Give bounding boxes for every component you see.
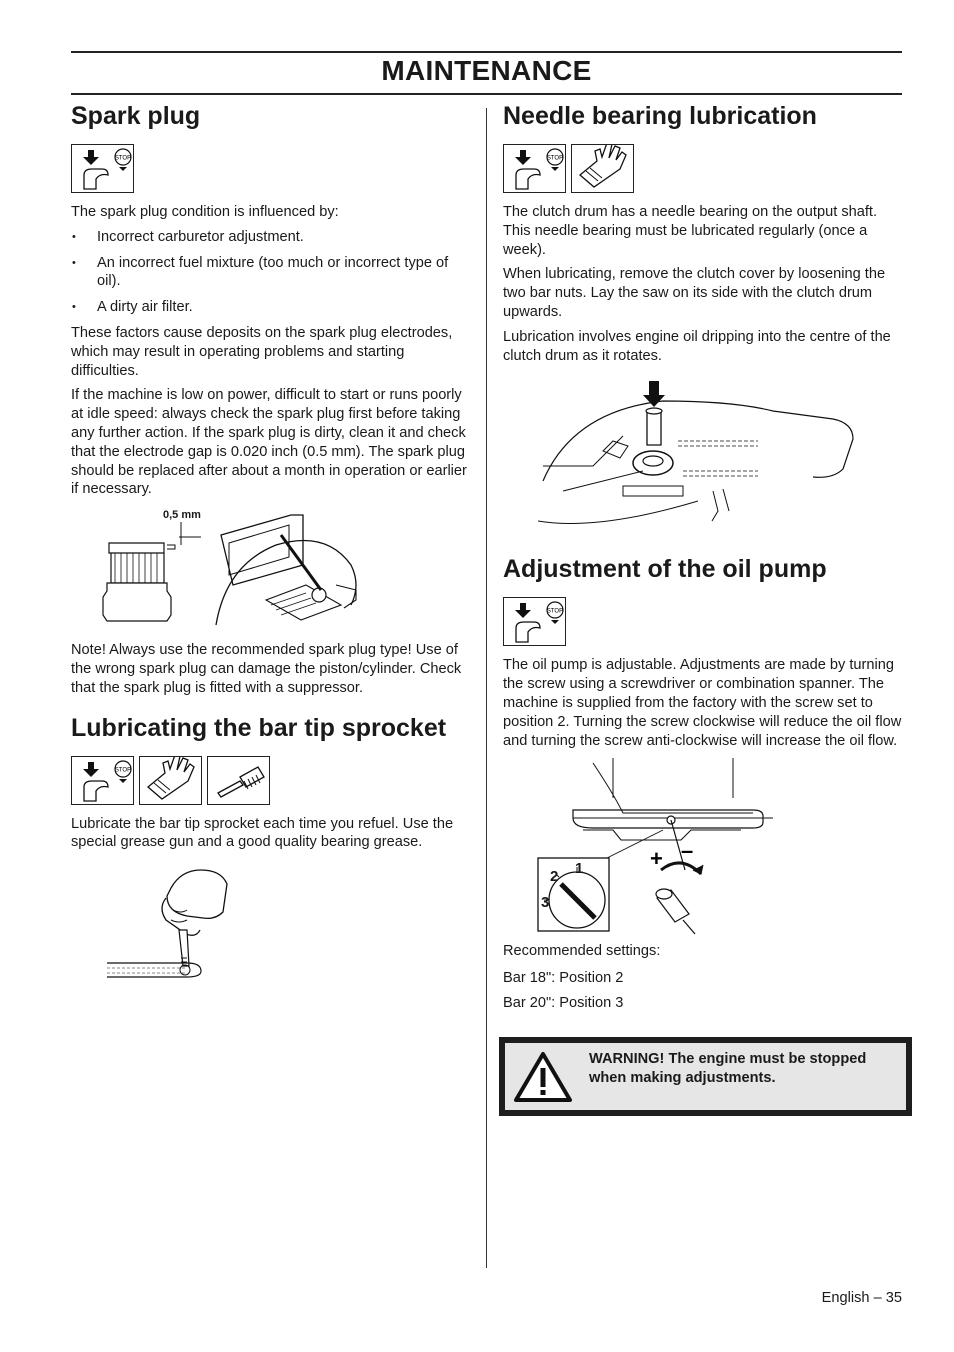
spark-plug-para1: These factors cause deposits on the spark plug electrodes, which may result in operating problems and starting difficulties.	[71, 324, 453, 379]
bar-tip-text: Lubricate the bar tip sprocket each time you refuel. Use the special grease gun and a good quality bearing grease.	[71, 815, 454, 851]
column-divider	[486, 108, 487, 1268]
spark-plug-intro: The spark plug condition is influenced by:	[71, 204, 339, 220]
oil-pump-heading: Adjustment of the oil pump	[503, 555, 827, 584]
oil-pump-icons	[503, 597, 903, 646]
bar-18-setting: Bar 18": Position 2	[503, 970, 624, 987]
bar-tip-heading: Lubricating the bar tip sprocket	[71, 713, 447, 742]
svg-text:STOP: STOP	[546, 155, 564, 162]
bar-tip-icons	[71, 756, 471, 805]
spark-plug-icons	[71, 144, 471, 193]
bar-20-setting: Bar 20": Position 3	[503, 994, 624, 1011]
stop-engine-icon	[71, 756, 134, 805]
recommended-settings-label: Recommended settings:	[503, 943, 661, 960]
needle-para2: When lubricating, remove the clutch cover by loosening the two bar nuts. Lay the saw on its side with the clutch drum upwards.	[503, 266, 886, 320]
needle-para3: Lubrication involves engine oil dripping into the centre of the clutch drum as it rotates.	[503, 328, 891, 364]
spark-plug-para2: If the machine is low on power, difficult to start or runs poorly at idle speed: always check the spark plug first before taking any further action. If the spark plug is dirty, clean it and check that the electrode gap is 0.020 inch (0.5 mm). The spark plug should be replaced after about a month in operation or earlier if necessary.	[71, 387, 467, 498]
page-footer: English – 35	[821, 1290, 902, 1306]
page-title: MAINTENANCE	[381, 55, 592, 86]
svg-text:+: +	[650, 846, 663, 872]
warning-triangle-icon	[513, 1051, 573, 1103]
svg-text:STOP: STOP	[546, 608, 564, 615]
oil-pump-illustration	[503, 758, 903, 936]
protective-glove-icon	[571, 144, 634, 193]
stop-engine-icon	[71, 144, 134, 193]
needle-bearing-icons	[503, 144, 903, 193]
grease-brush-icon	[207, 756, 270, 805]
svg-text:–: –	[681, 838, 694, 864]
clutch-drum-illustration	[503, 371, 903, 543]
needle-para1: The clutch drum has a needle bearing on the output shaft. This needle bearing must be lubricated regularly (once a week).	[503, 204, 878, 258]
bar-tip-illustration	[71, 858, 471, 988]
oil-pump-text: The oil pump is adjustable. Adjustments are made by turning the screw using a screwdriver or combination spanner. The machine is supplied from the factory with the screw set to position 2. Turning the screw clockwise will reduce the oil flow and turning the screw anti-clockwise will increase the oil flow.	[503, 657, 902, 749]
warning-box	[499, 1037, 912, 1116]
svg-text:STOP: STOP	[114, 767, 132, 774]
dial-position-3: 3	[541, 894, 550, 912]
header-top-rule	[71, 51, 902, 53]
protective-glove-icon	[139, 756, 202, 805]
right-column	[503, 100, 903, 1019]
dial-position-1: 1	[575, 860, 584, 878]
needle-bearing-heading: Needle bearing lubrication	[503, 102, 817, 130]
list-item: • An incorrect fuel mixture (too much or incorrect type of oil).	[71, 254, 471, 292]
gap-label: 0,5 mm	[163, 509, 201, 522]
stop-engine-icon	[503, 144, 566, 193]
dial-position-2: 2	[550, 868, 559, 886]
list-item: • Incorrect carburetor adjustment.	[71, 228, 471, 247]
header-bottom-rule	[71, 93, 902, 95]
svg-text:STOP: STOP	[114, 155, 132, 162]
spark-plug-heading: Spark plug	[71, 102, 201, 130]
warning-text: WARNING! The engine must be stopped when making adjustments.	[589, 1051, 867, 1086]
spark-plug-bullet-list	[71, 228, 471, 317]
spark-plug-illustration	[71, 505, 471, 635]
left-column	[71, 100, 471, 988]
list-item: • A dirty air filter.	[71, 298, 471, 317]
spark-plug-note: Note! Always use the recommended spark plug type! Use of the wrong spark plug can damage the piston/cylinder. Check that the spark plug is fitted with a suppressor.	[71, 642, 462, 696]
stop-engine-icon	[503, 597, 566, 646]
